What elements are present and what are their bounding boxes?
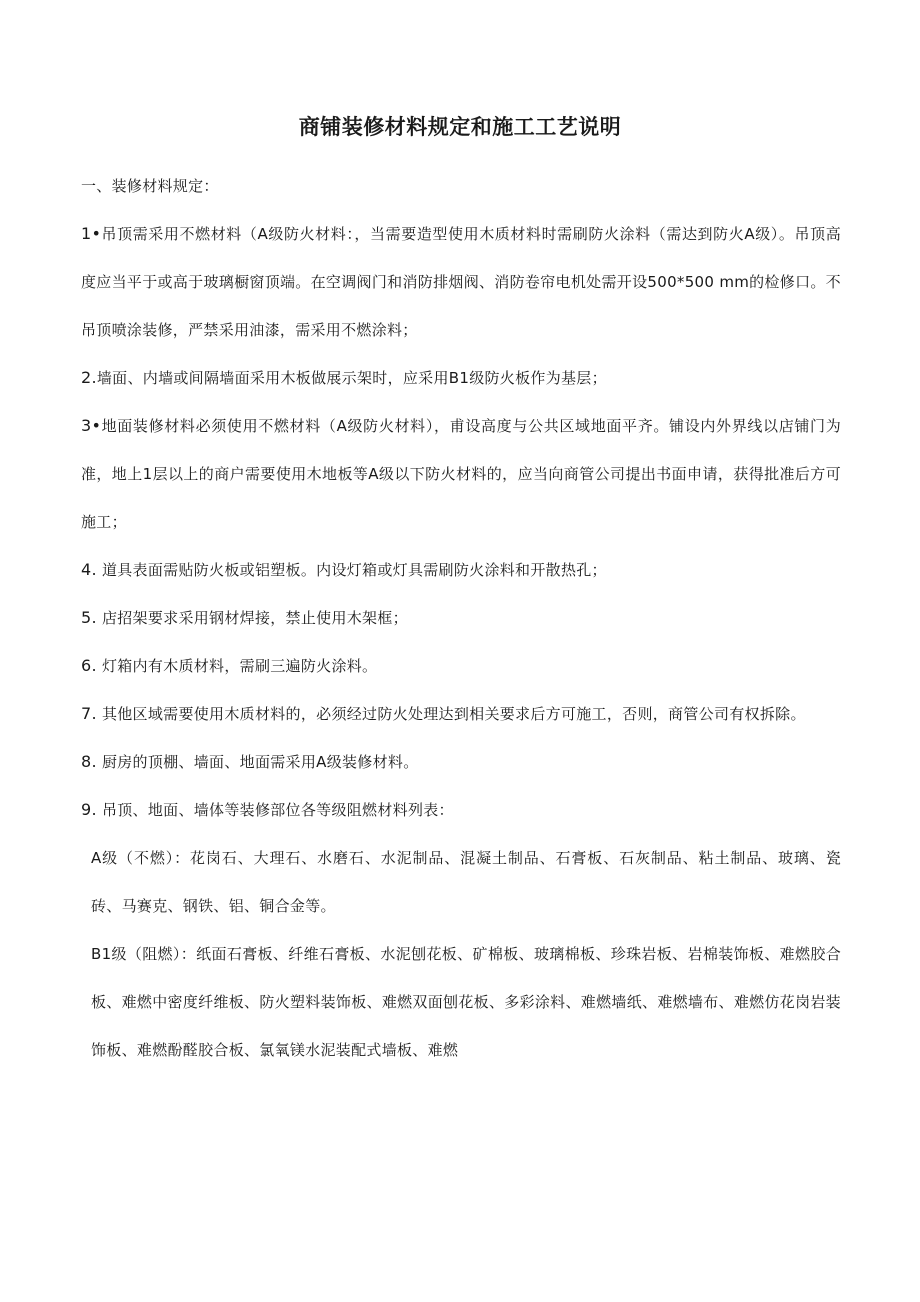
item-text: 灯箱内有木质材料，需刷三遍防火涂料。: [96, 657, 378, 675]
list-item-6: [81, 642, 841, 690]
list-item-8: [81, 738, 841, 786]
list-item-5: [81, 594, 841, 642]
item-number: 7.: [81, 704, 97, 723]
item-number: 5.: [81, 608, 97, 627]
item-number: 8.: [81, 752, 97, 771]
item-number: 9.: [81, 800, 97, 819]
list-item-2: [81, 354, 841, 402]
list-item-9: [81, 786, 841, 834]
item-text: 厨房的顶棚、墙面、地面需采用A级装修材料。: [96, 753, 419, 771]
item-number: 6.: [81, 656, 97, 675]
page-title: 商铺装修材料规定和施工工艺说明: [298, 115, 622, 139]
item-text: 地面装修材料必须使用不燃材料（A级防火材料），甫设高度与公共区域地面平齐。铺设内外界线以店铺门为准，地上1层以上的商户需要使用木地板等A级以下防火材料的，应当向商管公司提出书面申请，获得批准后方可施工；: [81, 417, 841, 531]
item-text: 店招架要求采用钢材焊接，禁止使用木架框；: [96, 609, 408, 627]
grade-a-list: A级（不燃）：花岗石、大理石、水磨石、水泥制品、混凝土制品、石膏板、石灰制品、粘土制品、玻璃、瓷砖、马赛克、钢铁、铝、铜合金等。: [91, 849, 841, 915]
item-text: 墙面、内墙或间隔墙面采用木板做展示架时，应采用B1级防火板作为基层；: [96, 369, 607, 387]
item-text: 吊顶需采用不燃材料（A级防火材料：，当需要造型使用木质材料时需刷防火涂料（需达到防火A级）。吊顶高度应当平于或高于玻璃橱窗顶端。在空调阀门和消防排烟阀、消防卷帘电机处需开设500*500 mm的检修口。不吊顶喷涂装修，严禁采用油漆，需采用不燃涂料；: [81, 225, 841, 339]
item-number: 1•: [81, 224, 102, 243]
document-body: [81, 162, 841, 1074]
list-item-7: [81, 690, 841, 738]
list-item-1: [81, 210, 841, 354]
item-text: 其他区域需要使用木质材料的，必须经过防火处理达到相关要求后方可施工，否则，商管公司有权拆除。: [96, 705, 806, 723]
item-number: 2.: [81, 368, 97, 387]
grade-b1-list: B1级（阻燃）：纸面石膏板、纤维石膏板、水泥刨花板、矿棉板、玻璃棉板、珍珠岩板、岩棉装饰板、难燃胶合板、难燃中密度纤维板、防火塑料装饰板、难燃双面刨花板、多彩涂料、难燃墙纸、难燃墙布、难燃仿花岗岩装饰板、难燃酚醛胶合板、氯氧镁水泥装配式墙板、难燃: [91, 945, 841, 1059]
item-text: 吊顶、地面、墙体等装修部位各等级阻燃材料列表：: [96, 801, 454, 819]
list-item-3: [81, 402, 841, 546]
item-text: 道具表面需贴防火板或铝塑板。内设灯箱或灯具需刷防火涂料和开散热孔；: [96, 561, 607, 579]
list-item-4: [81, 546, 841, 594]
section-heading: 一、装修材料规定：: [81, 177, 219, 195]
item-number: 4.: [81, 560, 97, 579]
item-number: 3•: [81, 416, 102, 435]
